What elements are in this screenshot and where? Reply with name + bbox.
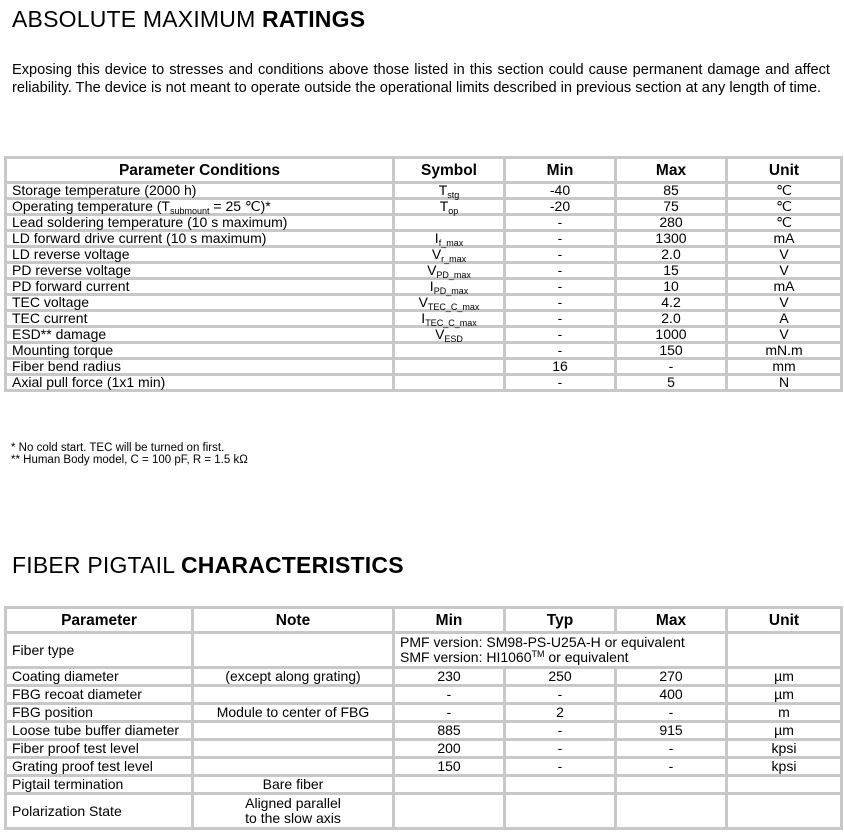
fiber-row [6,740,842,758]
ratings-min: 16 [505,359,616,375]
ratings-symbol-main: V [435,326,445,342]
ratings-symbol-main: V [431,246,442,262]
fiber-type-line2-sup: TM [531,649,545,659]
polarization-empty [616,794,727,829]
ratings-header-unit: Unit [727,158,842,183]
fiber-header-max: Max [616,608,727,633]
ratings-param: LD forward drive current (10 s maximum) [6,231,394,247]
fiber-max: - [616,704,727,722]
ratings-notes [11,442,248,466]
fiber-typ: - [505,758,616,776]
ratings-row [6,311,842,327]
ratings-unit: A [727,311,842,327]
fiber-header-min: Min [394,608,505,633]
ratings-row [6,327,842,343]
fiber-type-line2 [400,650,720,665]
ratings-param: Axial pull force (1x1 min) [6,375,394,391]
fiber-typ: - [505,722,616,740]
ratings-max: 150 [616,343,727,359]
ratings-min: - [505,327,616,343]
ratings-min: -20 [505,199,616,215]
fiber-typ: 2 [505,704,616,722]
ratings-min: - [505,215,616,231]
ratings-symbol [394,263,505,279]
fiber-typ: 250 [505,668,616,686]
polarization-note-line2: to the slow axis [245,810,341,826]
ratings-row [6,375,842,391]
ratings-symbol [394,279,505,295]
fiber-param: Coating diameter [6,668,193,686]
ratings-note-2: ** Human Body model, C = 100 pF, R = 1.5 kΩ [11,454,248,466]
ratings-symbol [394,295,505,311]
fiber-unit: kpsi [727,740,842,758]
ratings-min: - [505,247,616,263]
fiber-min: 200 [394,740,505,758]
ratings-symbol [394,343,505,359]
fiber-note [193,740,394,758]
fiber-type-line2-pre: SMF version: HI1060 [400,649,532,665]
fiber-table [4,606,843,830]
fiber-type-line2-post: or equivalent [544,649,629,665]
ratings-param: TEC voltage [6,295,394,311]
ratings-symbol-sub: PD_max [433,286,469,296]
fiber-note: (except along grating) [193,668,394,686]
ratings-symbol [394,183,505,199]
ratings-symbol [394,231,505,247]
ratings-symbol-main: V [418,294,428,310]
fiber-type-unit [727,633,842,668]
polarization-note-line1: Aligned parallel [245,795,341,811]
ratings-note-1: * No cold start. TEC will be turned on first. [11,442,225,454]
fiber-heading-regular: FIBER PIGTAIL [12,552,181,578]
ratings-min: - [505,279,616,295]
ratings-unit: mA [727,231,842,247]
ratings-min: - [505,295,616,311]
ratings-row [6,247,842,263]
fiber-max: - [616,758,727,776]
ratings-row [6,359,842,375]
fiber-max: 400 [616,686,727,704]
ratings-row [6,183,842,199]
ratings-symbol-main: I [434,230,439,246]
fiber-min: 150 [394,758,505,776]
ratings-max: 1300 [616,231,727,247]
ratings-min: - [505,231,616,247]
ratings-unit: ℃ [727,199,842,215]
ratings-header-max: Max [616,158,727,183]
ratings-symbol-main: I [429,278,434,294]
fiber-min [394,776,505,794]
ratings-param: TEC current [6,311,394,327]
ratings-heading [12,6,365,33]
ratings-max: 4.2 [616,295,727,311]
fiber-row [6,722,842,740]
ratings-max: 10 [616,279,727,295]
ratings-param: Fiber bend radius [6,359,394,375]
ratings-min: - [505,343,616,359]
ratings-unit: V [727,327,842,343]
ratings-row [6,263,842,279]
ratings-max: 15 [616,263,727,279]
ratings-row [6,199,842,215]
ratings-row [6,279,842,295]
fiber-row [6,776,842,794]
fiber-row-polarization [6,794,842,829]
ratings-table [4,156,843,392]
ratings-symbol [394,359,505,375]
ratings-symbol-sub: PD_max [436,270,471,280]
ratings-symbol-sub: TEC_C_max [427,302,480,312]
fiber-header-param: Parameter [6,608,193,633]
ratings-heading-bold: RATINGS [262,6,366,32]
ratings-row [6,215,842,231]
fiber-min: - [394,704,505,722]
ratings-header-min: Min [505,158,616,183]
fiber-unit [727,776,842,794]
ratings-unit: mA [727,279,842,295]
fiber-header-typ: Typ [505,608,616,633]
ratings-param: Mounting torque [6,343,394,359]
polarization-empty [394,794,505,829]
ratings-min: - [505,375,616,391]
ratings-param: PD forward current [6,279,394,295]
ratings-symbol-sub: ESD [444,334,463,344]
fiber-max: 270 [616,668,727,686]
fiber-min: - [394,686,505,704]
fiber-heading-bold: CHARACTERISTICS [180,552,404,578]
fiber-param: FBG recoat diameter [6,686,193,704]
fiber-header-note: Note [193,608,394,633]
fiber-note: Bare fiber [193,776,394,794]
polarization-param: Polarization State [6,794,193,829]
fiber-note [193,722,394,740]
fiber-min: 230 [394,668,505,686]
polarization-note [193,794,394,829]
ratings-max: 85 [616,183,727,199]
ratings-unit: V [727,247,842,263]
fiber-type-spec [394,633,727,668]
ratings-param-post: = 25 ℃)* [209,198,271,214]
ratings-max: 1000 [616,327,727,343]
ratings-symbol [394,199,505,215]
fiber-unit: kpsi [727,758,842,776]
fiber-type-note [193,633,394,668]
fiber-row-fiber-type [6,633,842,668]
fiber-heading [12,552,404,579]
fiber-param: Loose tube buffer diameter [6,722,193,740]
fiber-row [6,668,842,686]
fiber-row [6,704,842,722]
ratings-row [6,343,842,359]
fiber-unit: µm [727,668,842,686]
ratings-symbol [394,327,505,343]
ratings-row [6,295,842,311]
fiber-typ: - [505,740,616,758]
polarization-empty [727,794,842,829]
polarization-empty [505,794,616,829]
fiber-typ [505,776,616,794]
fiber-row [6,686,842,704]
fiber-note: Module to center of FBG [193,704,394,722]
ratings-max: 2.0 [616,311,727,327]
ratings-max: 75 [616,199,727,215]
fiber-unit: µm [727,722,842,740]
ratings-param-sub: submount [169,206,210,216]
fiber-unit: m [727,704,842,722]
ratings-symbol-sub: op [448,206,459,216]
ratings-max: 2.0 [616,247,727,263]
ratings-symbol-sub: f_max [438,238,464,248]
ratings-symbol-sub: TEC_C_max [425,318,477,328]
fiber-typ: - [505,686,616,704]
ratings-symbol-main: V [427,262,437,278]
ratings-param: LD reverse voltage [6,247,394,263]
ratings-unit: V [727,263,842,279]
fiber-row [6,758,842,776]
ratings-symbol [394,247,505,263]
ratings-symbol [394,311,505,327]
fiber-header-unit: Unit [727,608,842,633]
ratings-symbol [394,215,505,231]
ratings-symbol-main: I [421,310,426,326]
ratings-unit: mm [727,359,842,375]
fiber-max: - [616,740,727,758]
ratings-max: 280 [616,215,727,231]
ratings-param: Storage temperature (2000 h) [6,183,394,199]
ratings-max: 5 [616,375,727,391]
ratings-symbol-main: T [439,198,449,214]
ratings-intro: Exposing this device to stresses and conditions above those listed in this section could cause permanent damage and affect reliability. The device is not meant to operate outside the operational limits described in previous section at any length of time. [12,62,830,96]
ratings-symbol-main: T [438,182,448,198]
ratings-unit: mN.m [727,343,842,359]
fiber-param: Grating proof test level [6,758,193,776]
ratings-symbol-sub: stg [447,190,460,200]
ratings-heading-regular: ABSOLUTE MAXIMUM [12,6,263,32]
fiber-param: Pigtail termination [6,776,193,794]
ratings-unit: V [727,295,842,311]
ratings-unit: ℃ [727,183,842,199]
ratings-param: Lead soldering temperature (10 s maximum) [6,215,394,231]
ratings-symbol-sub: r_max [441,254,467,264]
ratings-param-pre: Operating temperature (T [12,198,170,214]
ratings-min: - [505,263,616,279]
fiber-max [616,776,727,794]
ratings-unit: N [727,375,842,391]
ratings-min: - [505,311,616,327]
fiber-header-row [6,608,842,633]
fiber-note [193,686,394,704]
fiber-unit: µm [727,686,842,704]
ratings-param: ESD** damage [6,327,394,343]
ratings-param [6,199,394,215]
ratings-symbol [394,375,505,391]
ratings-header-row [6,158,842,183]
fiber-max: 915 [616,722,727,740]
ratings-unit: ℃ [727,215,842,231]
fiber-param: Fiber proof test level [6,740,193,758]
fiber-note [193,758,394,776]
ratings-param: PD reverse voltage [6,263,394,279]
fiber-min: 885 [394,722,505,740]
ratings-header-symbol: Symbol [394,158,505,183]
fiber-type-param: Fiber type [6,633,193,668]
fiber-type-line1: PMF version: SM98-PS-U25A-H or equivalent [400,634,685,650]
ratings-min: -40 [505,183,616,199]
ratings-row [6,231,842,247]
fiber-param: FBG position [6,704,193,722]
ratings-max: - [616,359,727,375]
ratings-header-param: Parameter Conditions [6,158,394,183]
